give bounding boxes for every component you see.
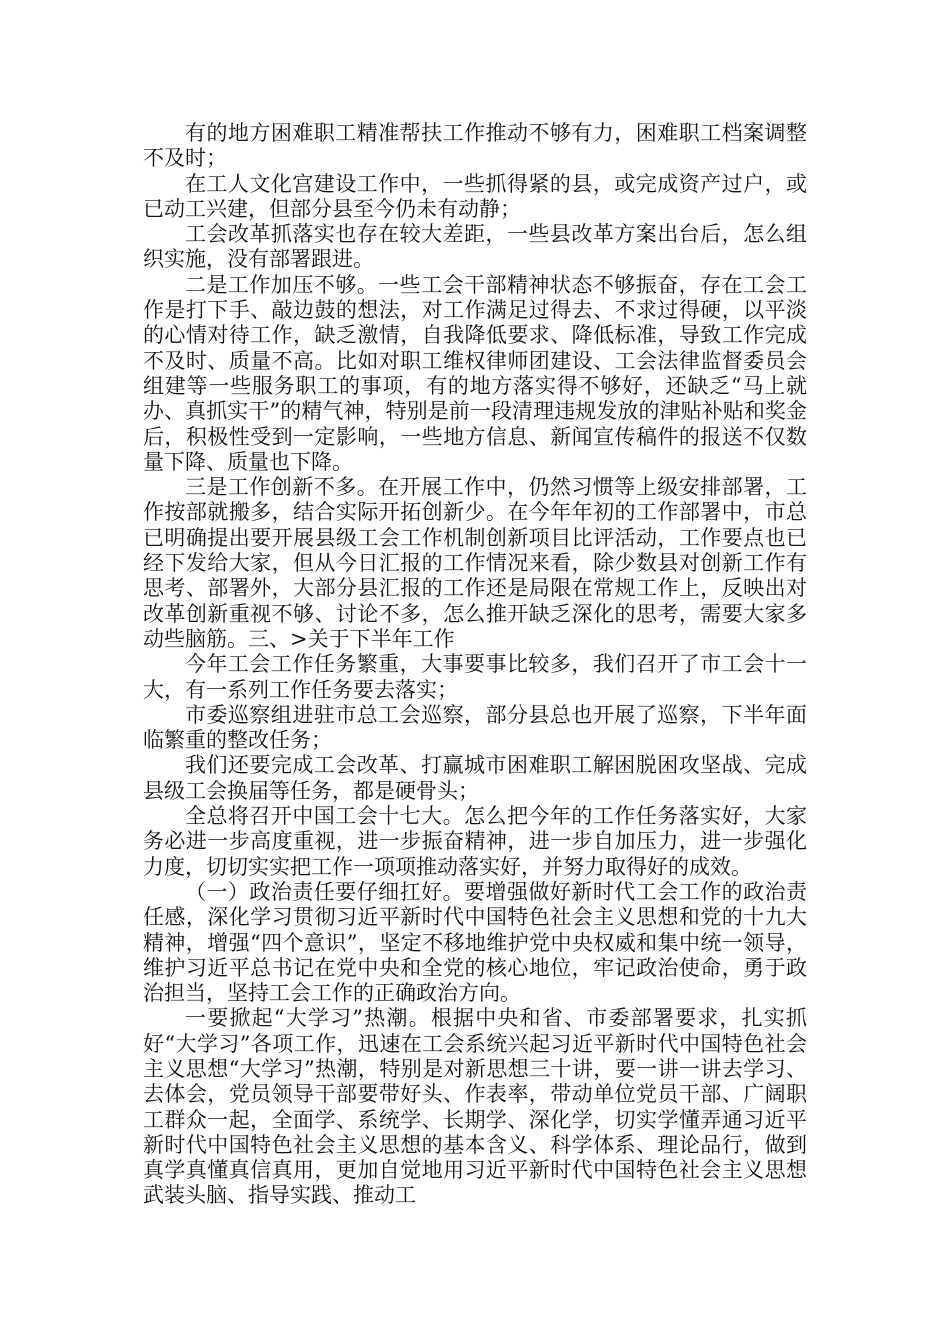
document-body bbox=[143, 121, 807, 1209]
paragraph-1: 有的地方困难职工精准帮扶工作推动不够有力，困难职工档案调整不及时； bbox=[143, 121, 807, 171]
paragraph-7: 市委巡察组进驻市总工会巡察，部分县总也开展了巡察，下半年面临繁重的整改任务； bbox=[143, 702, 807, 753]
paragraph-11: 一要掀起“大学习”热潮。根据中央和省、市委部署要求，扎实抓好“大学习”各项工作，迅速在工会系统兴起习近平新时代中国特色社会主义思想“大学习”热潮，特别是对新思想三十讲，要一讲一讲去学习、去体会，党员领导干部要带好头、作表率，带动单位党员干部、广阔职工群众一起，全面学、系统学、长期学、深化学，切实学懂弄通习近平新时代中国特色社会主义思想的基本含义、科学体系、理论品行，做到真学真懂真信真用，更加自觉地用习近平新时代中国特色社会主义思想武装头脑、指导实践、推动工 bbox=[143, 1006, 807, 1208]
paragraph-9: 全总将召开中国工会十七大。怎么把今年的工作任务落实好，大家务必进一步高度重视，进一步振奋精神，进一步自加压力，进一步强化力度，切切实实把工作一项项推动落实好，并努力取得好的成效。 bbox=[143, 804, 807, 879]
paragraph-4: 二是工作加压不够。一些工会干部精神状态不够振奋，存在工会工作是打下手、敲边鼓的想法，对工作满足过得去、不求过得硬，以平淡的心情对待工作，缺乏激情，自我降低要求、降低标准，导致工作完成不及时、质量不高。比如对职工维权律师团建设、工会法律监督委员会组建等一些服务职工的事项，有的地方落实得不够好，还缺乏“马上就办、真抓实干”的精气神，特别是前一段清理违规发放的津贴补贴和奖金后，积极性受到一定影响，一些地方信息、新闻宣传稿件的报送不仅数量下降、质量也下降。 bbox=[143, 272, 807, 474]
paragraph-5: 三是工作创新不多。在开展工作中，仍然习惯等上级安排部署，工作按部就搬多，结合实际开拓创新少。在今年年初的工作部署中，市总已明确提出要开展县级工会工作机制创新项目比评活动，工作要点也已经下发给大家，但从今日汇报的工作情况来看，除少数县对创新工作有思考、部署外，大部分县汇报的工作还是局限在常规工作上，反映出对改革创新重视不够、讨论不多，怎么推开缺乏深化的思考，需要大家多动些脑筋。三、>关于下半年工作 bbox=[143, 475, 807, 651]
paragraph-3: 工会改革抓落实也存在较大差距，一些县改革方案出台后，怎么组织实施，没有部署跟进。 bbox=[143, 222, 807, 272]
paragraph-6: 今年工会工作任务繁重，大事要事比较多，我们召开了市工会十一大，有一系列工作任务要去落实； bbox=[143, 652, 807, 702]
paragraph-2: 在工人文化宫建设工作中，一些抓得紧的县，或完成资产过户，或已动工兴建，但部分县至今仍未有动静； bbox=[143, 171, 807, 221]
paragraph-10: （一）政治责任要仔细扛好。要增强做好新时代工会工作的政治责任感，深化学习贯彻习近平新时代中国特色社会主义思想和党的十九大精神，增强“四个意识”，坚定不移地维护党中央权威和集中统一领导，维护习近平总书记在党中央和全党的核心地位，牢记政治使命，勇于政治担当，坚持工会工作的正确政治方向。 bbox=[143, 879, 807, 1006]
paragraph-8: 我们还要完成工会改革、打赢城市困难职工解困脱困攻坚战、完成县级工会换届等任务，都是硬骨头； bbox=[143, 753, 807, 803]
